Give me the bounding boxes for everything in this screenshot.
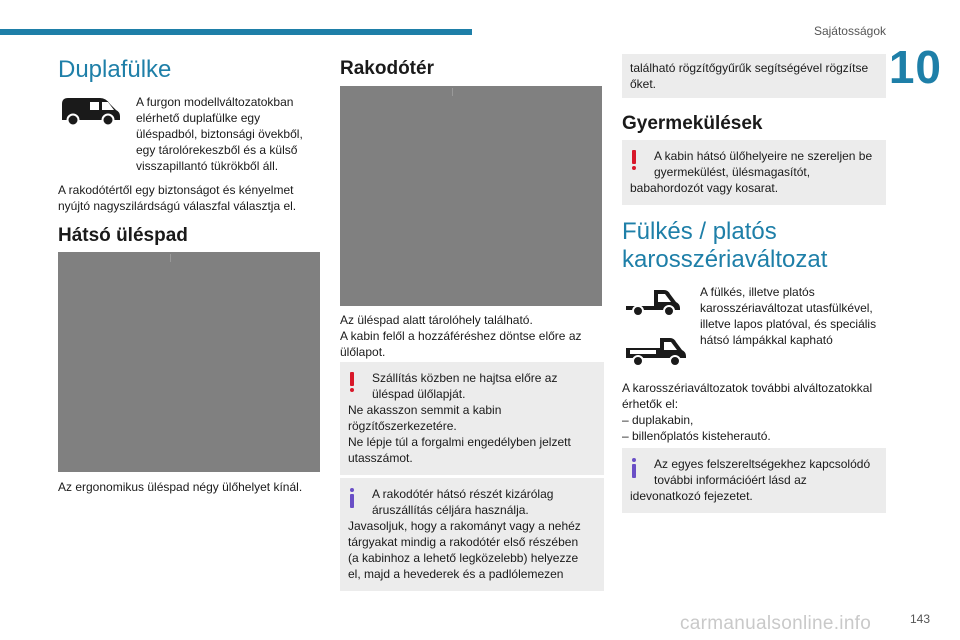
info-icon bbox=[349, 488, 355, 508]
section-title-duplafulke: Duplafülke bbox=[58, 56, 172, 83]
section-title-hatso-ulespad: Hátsó üléspad bbox=[58, 225, 188, 246]
warning-note-child-seats: A kabin hátsó ülőhelyeire ne szereljen be gyermekülést, ülésmagasítót, babahordozót vagy kosarat. bbox=[622, 140, 886, 205]
duplafulke-paragraph: A rakodótértől egy biztonságot és kényelmet nyújtó nagyszilárdságú válaszfal választja el. bbox=[58, 183, 297, 213]
info-note-equipment: Az egyes felszereltségekhez kapcsolódó további információért lásd az idevonatkozó fejezetet. bbox=[622, 448, 886, 513]
body-variants-paragraph: A karosszériaváltozatok további alváltozatokkal érhetők el: – duplakabin, – billenőplatós kisteherautó. bbox=[622, 381, 873, 443]
chapter-name: Sajátosságok bbox=[813, 24, 886, 38]
info-note-load: A rakodótér hátsó részét kizárólag áruszállítás céljára használja. Javasoljuk, hogy a rakományt vagy a nehéz tárgyakat mindig a rakodótér első részében (a kabinhoz a lehető legközelebb) helyezze el, majd a hevederek és a padlólemezen bbox=[340, 478, 604, 591]
load-space-photo bbox=[340, 86, 602, 306]
rear-bench-caption: Az ergonomikus üléspad négy ülőhelyet kínál. bbox=[58, 480, 303, 494]
section-title-gyermekulesek: Gyermekülések bbox=[622, 113, 763, 134]
van-icon bbox=[58, 92, 122, 128]
info-note-continued: található rögzítőgyűrűk segítségével rögzítse őket. bbox=[622, 54, 886, 98]
warning-note-transport: Szállítás közben ne hajtsa előre az üléspad ülőlapját. Ne akasszon semmit a kabin rögzítőszerkezetére. Ne lépje túl a forgalmi engedélyben jelzett utasszámot. bbox=[340, 362, 604, 475]
info-icon bbox=[631, 458, 637, 478]
rear-bench-photo bbox=[58, 252, 320, 472]
load-space-caption: Az üléspad alatt tárolóhely található. A kabin felől a hozzáféréshez döntse előre az ülőlapot. bbox=[340, 313, 582, 359]
page-number: 143 bbox=[909, 612, 930, 626]
van-intro: A furgon modellváltozatokban elérhető duplafülke egy üléspadból, biztonsági övekből, egy tárolórekeszből és a külső visszapillantó tükrökből áll. bbox=[58, 92, 320, 174]
chapter-number: 10 bbox=[888, 41, 942, 93]
chapter-color-bar bbox=[0, 29, 472, 35]
chassis-cab-icon bbox=[624, 286, 688, 320]
dropside-truck-icon bbox=[624, 334, 690, 370]
section-title-rakodoter: Rakodótér bbox=[340, 58, 434, 79]
chassis-intro: A fülkés, illetve platós karosszériaváltozat utasfülkével, illetve lapos platóval, és speciális hátsó lámpákkal kapható bbox=[700, 285, 877, 347]
warning-icon bbox=[349, 372, 355, 392]
section-title-fulkes-platos: Fülkés / platós karosszériaváltozat bbox=[622, 218, 828, 273]
warning-icon bbox=[631, 150, 637, 170]
watermark: carmanualsonline.info bbox=[680, 613, 872, 634]
